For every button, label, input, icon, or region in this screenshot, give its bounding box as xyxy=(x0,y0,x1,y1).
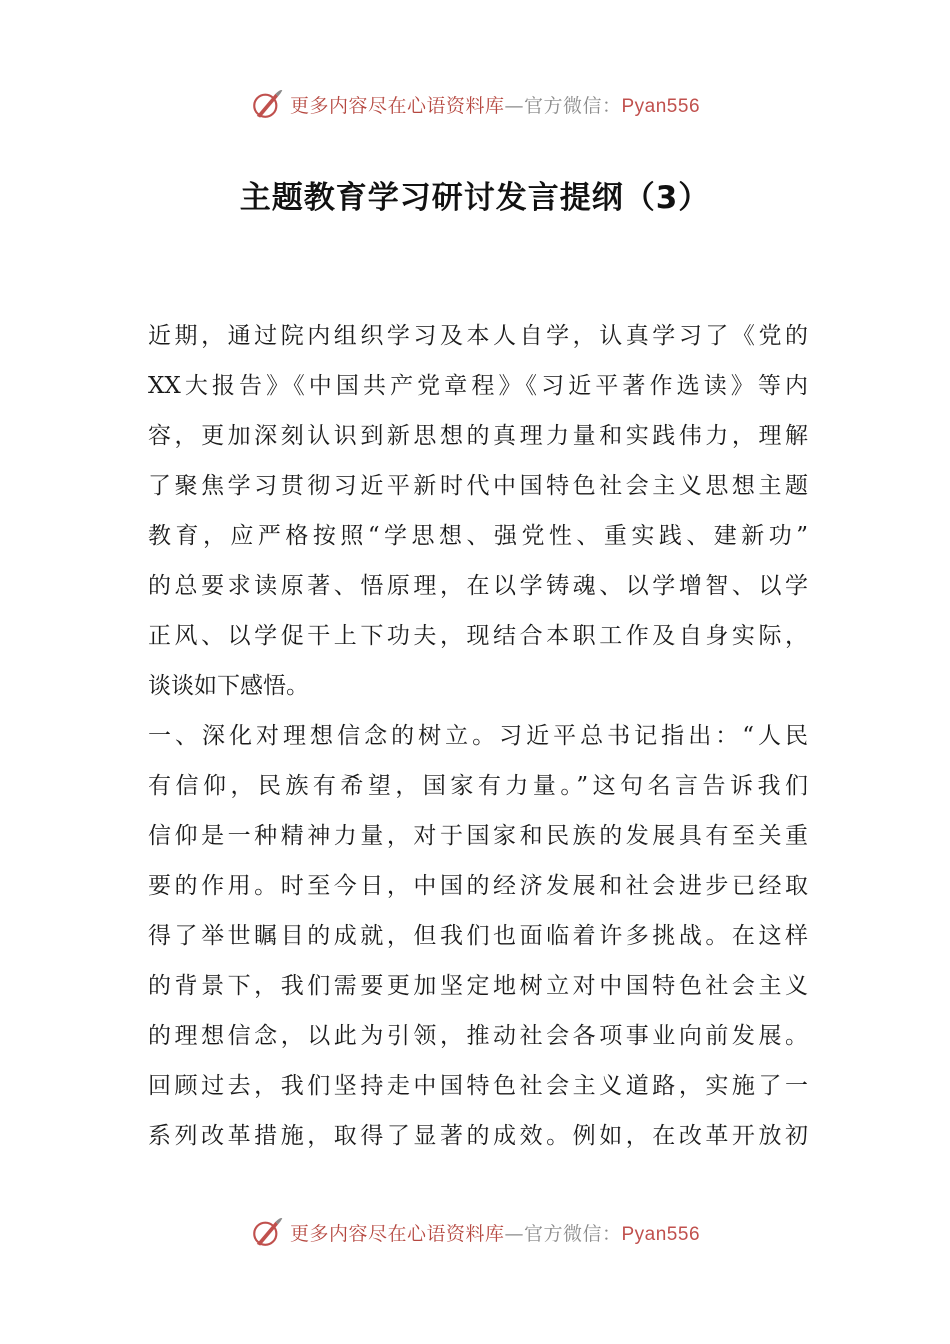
document-title: 主题教育学习研讨发言提纲（3） xyxy=(239,180,711,216)
watermark-wechat-id: Pyan556 xyxy=(621,95,701,117)
body-line: 容，更加深刻认识到新思想的真理力量和实践伟力，理解 xyxy=(148,423,808,449)
body-line: 得了举世瞩目的成就，但我们也面临着许多挑战。在这样 xyxy=(148,923,808,949)
body-line: 的总要求读原著、悟原理，在以学铸魂、以学增智、以学 xyxy=(148,573,808,599)
quill-logo-icon xyxy=(250,87,284,121)
watermark-prefix: 更多内容尽在心语资料库 xyxy=(289,1222,505,1245)
watermark-official: 官方微信： xyxy=(523,94,622,117)
body-line: 近期，通过院内组织学习及本人自学，认真学习了《党的 xyxy=(148,323,808,349)
watermark-text xyxy=(290,1219,700,1246)
watermark-wechat-id: Pyan556 xyxy=(621,1223,701,1245)
body-line: 了聚焦学习贯彻习近平新时代中国特色社会主义思想主题 xyxy=(148,473,808,499)
body-line: 谈谈如下感悟。 xyxy=(148,673,309,699)
body-line: 要的作用。时至今日，中国的经济发展和社会进步已经取 xyxy=(148,873,808,899)
body-line: 信仰是一种精神力量，对于国家和民族的发展具有至关重 xyxy=(148,823,808,849)
quill-logo-icon xyxy=(250,1215,284,1249)
body-line: 一、深化对理想信念的树立。习近平总书记指出：“人民 xyxy=(148,723,808,749)
body-line: 有信仰，民族有希望，国家有力量。”这句名言告诉我们 xyxy=(148,773,808,799)
body-line: 正风、以学促干上下功夫，现结合本职工作及自身实际， xyxy=(148,623,808,649)
footer-watermark xyxy=(0,1212,950,1252)
body-line: 的理想信念，以此为引领，推动社会各项事业向前发展。 xyxy=(148,1023,808,1049)
watermark-official: 官方微信： xyxy=(523,1222,622,1245)
body-line: 回顾过去，我们坚持走中国特色社会主义道路，实施了一 xyxy=(148,1073,808,1099)
watermark-dash: — xyxy=(504,94,524,117)
body-line: XX大报告》《中国共产党章程》《习近平著作选读》等内 xyxy=(148,373,808,399)
document-body xyxy=(148,311,808,1161)
watermark-dash: — xyxy=(504,1222,524,1245)
body-line: 系列改革措施，取得了显著的成效。例如，在改革开放初 xyxy=(148,1123,808,1149)
body-line: 的背景下，我们需要更加坚定地树立对中国特色社会主义 xyxy=(148,973,808,999)
body-line: 教育，应严格按照“学思想、强党性、重实践、建新功” xyxy=(148,523,808,549)
watermark-prefix: 更多内容尽在心语资料库 xyxy=(289,94,505,117)
watermark-text xyxy=(290,91,700,118)
header-watermark xyxy=(0,84,950,124)
